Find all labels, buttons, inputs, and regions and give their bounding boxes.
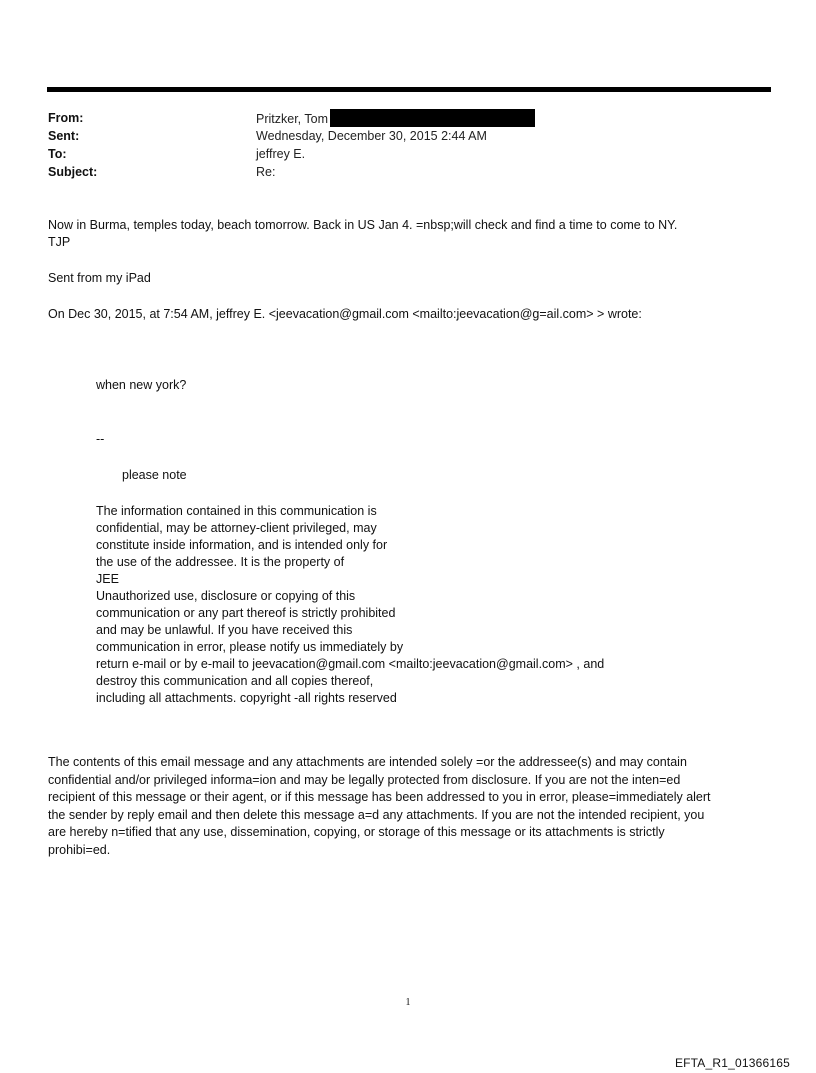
from-label: From: [48, 111, 84, 125]
conf-line: The information contained in this communication is [96, 504, 377, 518]
conf-line: the use of the addressee. It is the property of [96, 555, 345, 569]
from-name: Pritzker, Tom [256, 112, 329, 126]
signature-separator: -- [96, 432, 105, 446]
email-disclaimer [48, 754, 772, 859]
conf-line: including all attachments. copyright -all rights reserved [96, 691, 397, 705]
conf-line: confidential, may be attorney-client privileged, may [96, 521, 377, 535]
conf-line: destroy this communication and all copies thereof, [96, 674, 374, 688]
to-label: To: [48, 147, 67, 161]
disclaimer-line: The contents of this email message and any attachments are intended solely =or the addressee(s) and may contain [48, 755, 687, 769]
from-value [256, 109, 535, 128]
disclaimer-line: the sender by reply email and then delete this message a=d any attachments. If you are not the intended recipient, you [48, 807, 705, 822]
conf-line: return e-mail or by e-mail to jeevacation@gmail.com <mailto:jeevacation@gmail.com> , and [96, 657, 605, 671]
conf-line: constitute inside information, and is intended only for [96, 538, 388, 552]
conf-line: communication or any part thereof is strictly prohibited [96, 606, 396, 620]
disclaimer-line: confidential and/or privileged informa=ion and may be legally protected from disclosure. If you are not the inten=ed [48, 772, 681, 787]
to-value: jeffrey E. [256, 147, 306, 161]
conf-line: JEE [96, 572, 119, 586]
confidentiality-notice [96, 503, 604, 707]
disclaimer-line: are hereby n=tified that any use, dissemination, copying, or storage of this message or its attachments is strictly [48, 825, 665, 839]
body-signature: TJP [48, 235, 71, 249]
conf-line: communication in error, please notify us immediately by [96, 640, 404, 654]
please-note: please note [122, 468, 187, 482]
disclaimer-line: recipient of this message or their agent, or if this message has been addressed to you in error, please=immediately alert [48, 790, 711, 804]
redaction-box [330, 109, 535, 127]
document-id: EFTA_R1_01366165 [674, 1056, 790, 1070]
conf-line: and may be unlawful. If you have received this [96, 623, 353, 637]
quote-attribution: On Dec 30, 2015, at 7:54 AM, jeffrey E. <jeevacation@gmail.com <mailto:jeevacation@g=ail.com> > wrote: [48, 307, 642, 321]
conf-line: Unauthorized use, disclosure or copying of this [96, 589, 356, 603]
subject-label: Subject: [48, 165, 98, 179]
body-line-1: Now in Burma, temples today, beach tomorrow. Back in US Jan 4. =nbsp;will check and find a time to come to NY. [48, 218, 678, 232]
sent-value: Wednesday, December 30, 2015 2:44 AM [256, 129, 487, 143]
disclaimer-line: prohibi=ed. [48, 842, 111, 857]
header-rule [47, 87, 771, 92]
quoted-message: when new york? [96, 378, 187, 392]
subject-value: Re: [256, 165, 276, 179]
sent-from-line: Sent from my iPad [48, 271, 151, 285]
page-number: 1 [405, 997, 411, 1008]
sent-label: Sent: [48, 129, 80, 143]
